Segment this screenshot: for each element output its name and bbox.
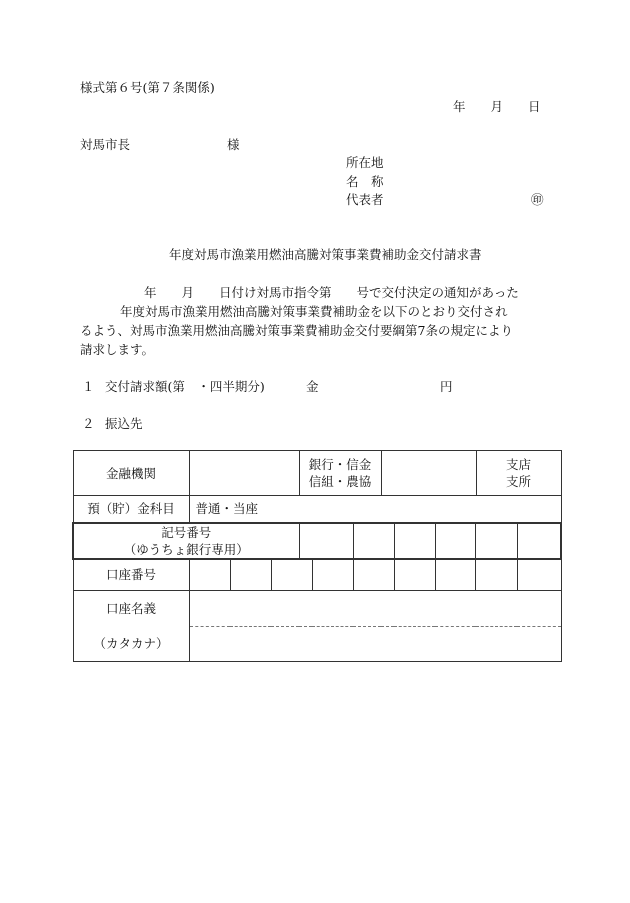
bank-type-line2: 信組・農協 [308, 474, 372, 489]
item1-number: １ [82, 379, 95, 394]
deposit-type-label: 預（貯）金科目 [73, 496, 189, 523]
deposit-type-value[interactable]: 普通・当座 [189, 496, 561, 523]
account-digit-box[interactable] [312, 559, 353, 591]
address-label: 所在地 [346, 155, 384, 170]
branch-line1: 支店 [506, 457, 532, 472]
account-name-row [73, 591, 561, 627]
symbol-digit-box[interactable] [299, 523, 353, 559]
addressee-honorific: 様 [227, 137, 240, 152]
symbol-label-line1: 記号番号 [161, 524, 212, 540]
symbol-digit-box[interactable] [435, 523, 475, 559]
body-line-1: 年 月 日付け対馬市指令第 号で交付決定の通知があった [144, 285, 519, 300]
account-digit-box[interactable] [435, 559, 475, 591]
bank-name-cell[interactable] [189, 451, 299, 496]
account-digit-box[interactable] [353, 559, 394, 591]
branch-type-cell [476, 451, 561, 496]
name-label: 名 称 [346, 174, 384, 189]
bank-account-table [72, 450, 562, 662]
account-digit-box[interactable] [189, 559, 230, 591]
date-line: 年 月 日 [453, 99, 541, 114]
account-digit-box[interactable] [394, 559, 435, 591]
body-line-4: 請求します。 [80, 342, 155, 357]
symbol-number-row [73, 523, 561, 559]
document-title: 年度対馬市漁業用燃油高騰対策事業費補助金交付請求書 [169, 247, 482, 262]
representative-label: 代表者 [346, 192, 384, 207]
seal-mark: ㊞ [531, 192, 544, 207]
item1-label: 交付請求額(第 ・四半期分) [105, 379, 265, 394]
account-name-label-cell [73, 591, 189, 662]
body-line-3: るよう、対馬市漁業用燃油高騰対策事業費補助金交付要綱第7条の規定により [80, 323, 513, 338]
account-name-label: 口座名義 [105, 601, 156, 616]
form-number: 様式第６号(第７条関係) [80, 80, 215, 95]
symbol-number-label [73, 523, 299, 559]
body-line-2: 年度対馬市漁業用燃油高騰対策事業費補助金を以下のとおり交付され [120, 304, 508, 319]
symbol-digit-box[interactable] [353, 523, 394, 559]
account-number-row [73, 559, 561, 591]
symbol-digit-box[interactable] [517, 523, 561, 559]
deposit-type-row [73, 496, 561, 523]
item1-unit: 円 [440, 379, 453, 394]
addressee-name: 対馬市長 [80, 137, 131, 152]
symbol-digit-box[interactable] [475, 523, 517, 559]
item1-currency-prefix: 金 [306, 379, 319, 394]
account-digit-box[interactable] [517, 559, 561, 591]
symbol-digit-box[interactable] [394, 523, 435, 559]
account-name-kanji-field[interactable] [189, 591, 561, 627]
katakana-label: （カタカナ） [93, 636, 169, 651]
bank-type-line1: 銀行・信金 [308, 457, 372, 472]
institution-label: 金融機関 [73, 451, 189, 496]
account-number-label: 口座番号 [73, 559, 189, 591]
item2-number: ２ [82, 416, 95, 431]
account-digit-box[interactable] [475, 559, 517, 591]
branch-name-cell[interactable] [381, 451, 476, 496]
account-digit-box[interactable] [271, 559, 312, 591]
branch-line2: 支所 [506, 474, 532, 489]
institution-row [73, 451, 561, 496]
account-name-katakana-field[interactable] [189, 626, 561, 662]
symbol-label-line2: （ゆうちょ銀行専用） [123, 541, 249, 557]
account-digit-box[interactable] [230, 559, 271, 591]
bank-type-cell [299, 451, 381, 496]
item2-label: 振込先 [105, 416, 143, 431]
